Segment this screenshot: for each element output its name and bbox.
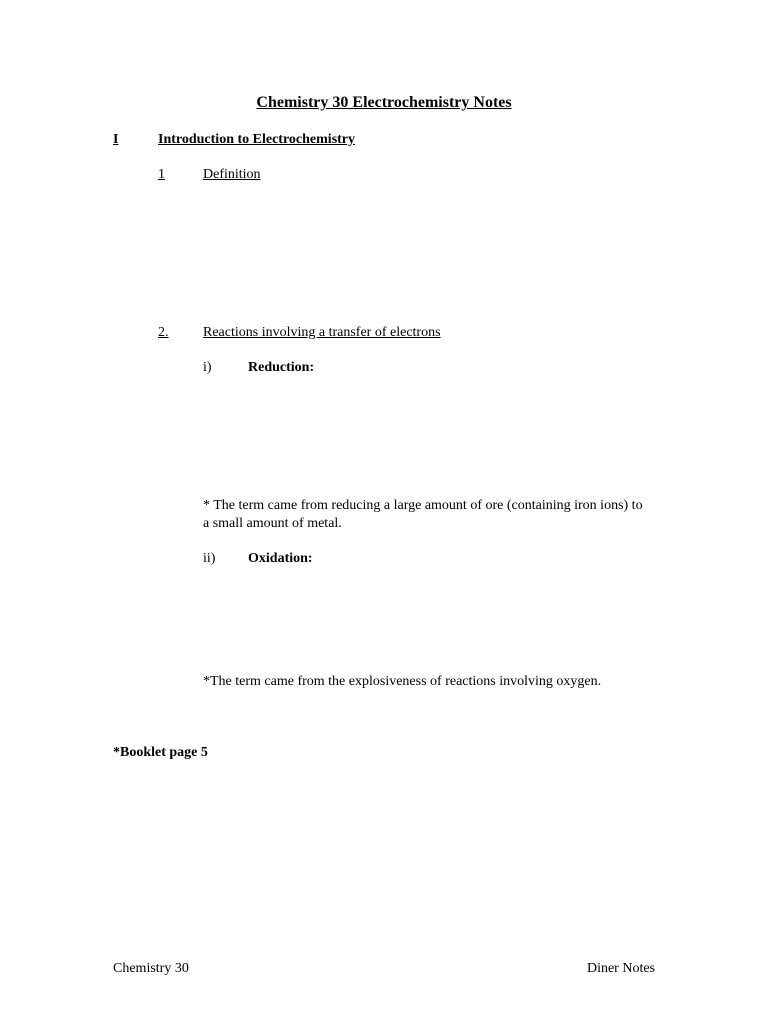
oxidation-note: *The term came from the explosiveness of reactions involving oxygen. <box>203 674 602 689</box>
reduction-note: * The term came from reducing a large amount of ore (containing iron ions) to a small amount of metal. <box>203 498 643 531</box>
footer-left: Chemistry 30 <box>113 961 189 976</box>
item-1-number: 1 <box>158 167 165 182</box>
subitem-i-label: Reduction: <box>248 360 315 375</box>
page-title: Chemistry 30 Electrochemistry Notes <box>256 94 512 111</box>
item-2-number: 2. <box>158 325 169 340</box>
section-number: I <box>113 132 119 147</box>
item-1-label: Definition <box>203 167 261 182</box>
footer-right: Diner Notes <box>586 961 655 976</box>
item-2-label: Reactions involving a transfer of electrons <box>203 325 441 340</box>
subitem-ii-number: ii) <box>203 551 216 566</box>
section-heading: Introduction to Electrochemistry <box>158 132 356 147</box>
subitem-i-number: i) <box>203 360 212 375</box>
booklet-reference: *Booklet page 5 <box>113 745 208 760</box>
subitem-ii-label: Oxidation: <box>248 551 313 566</box>
